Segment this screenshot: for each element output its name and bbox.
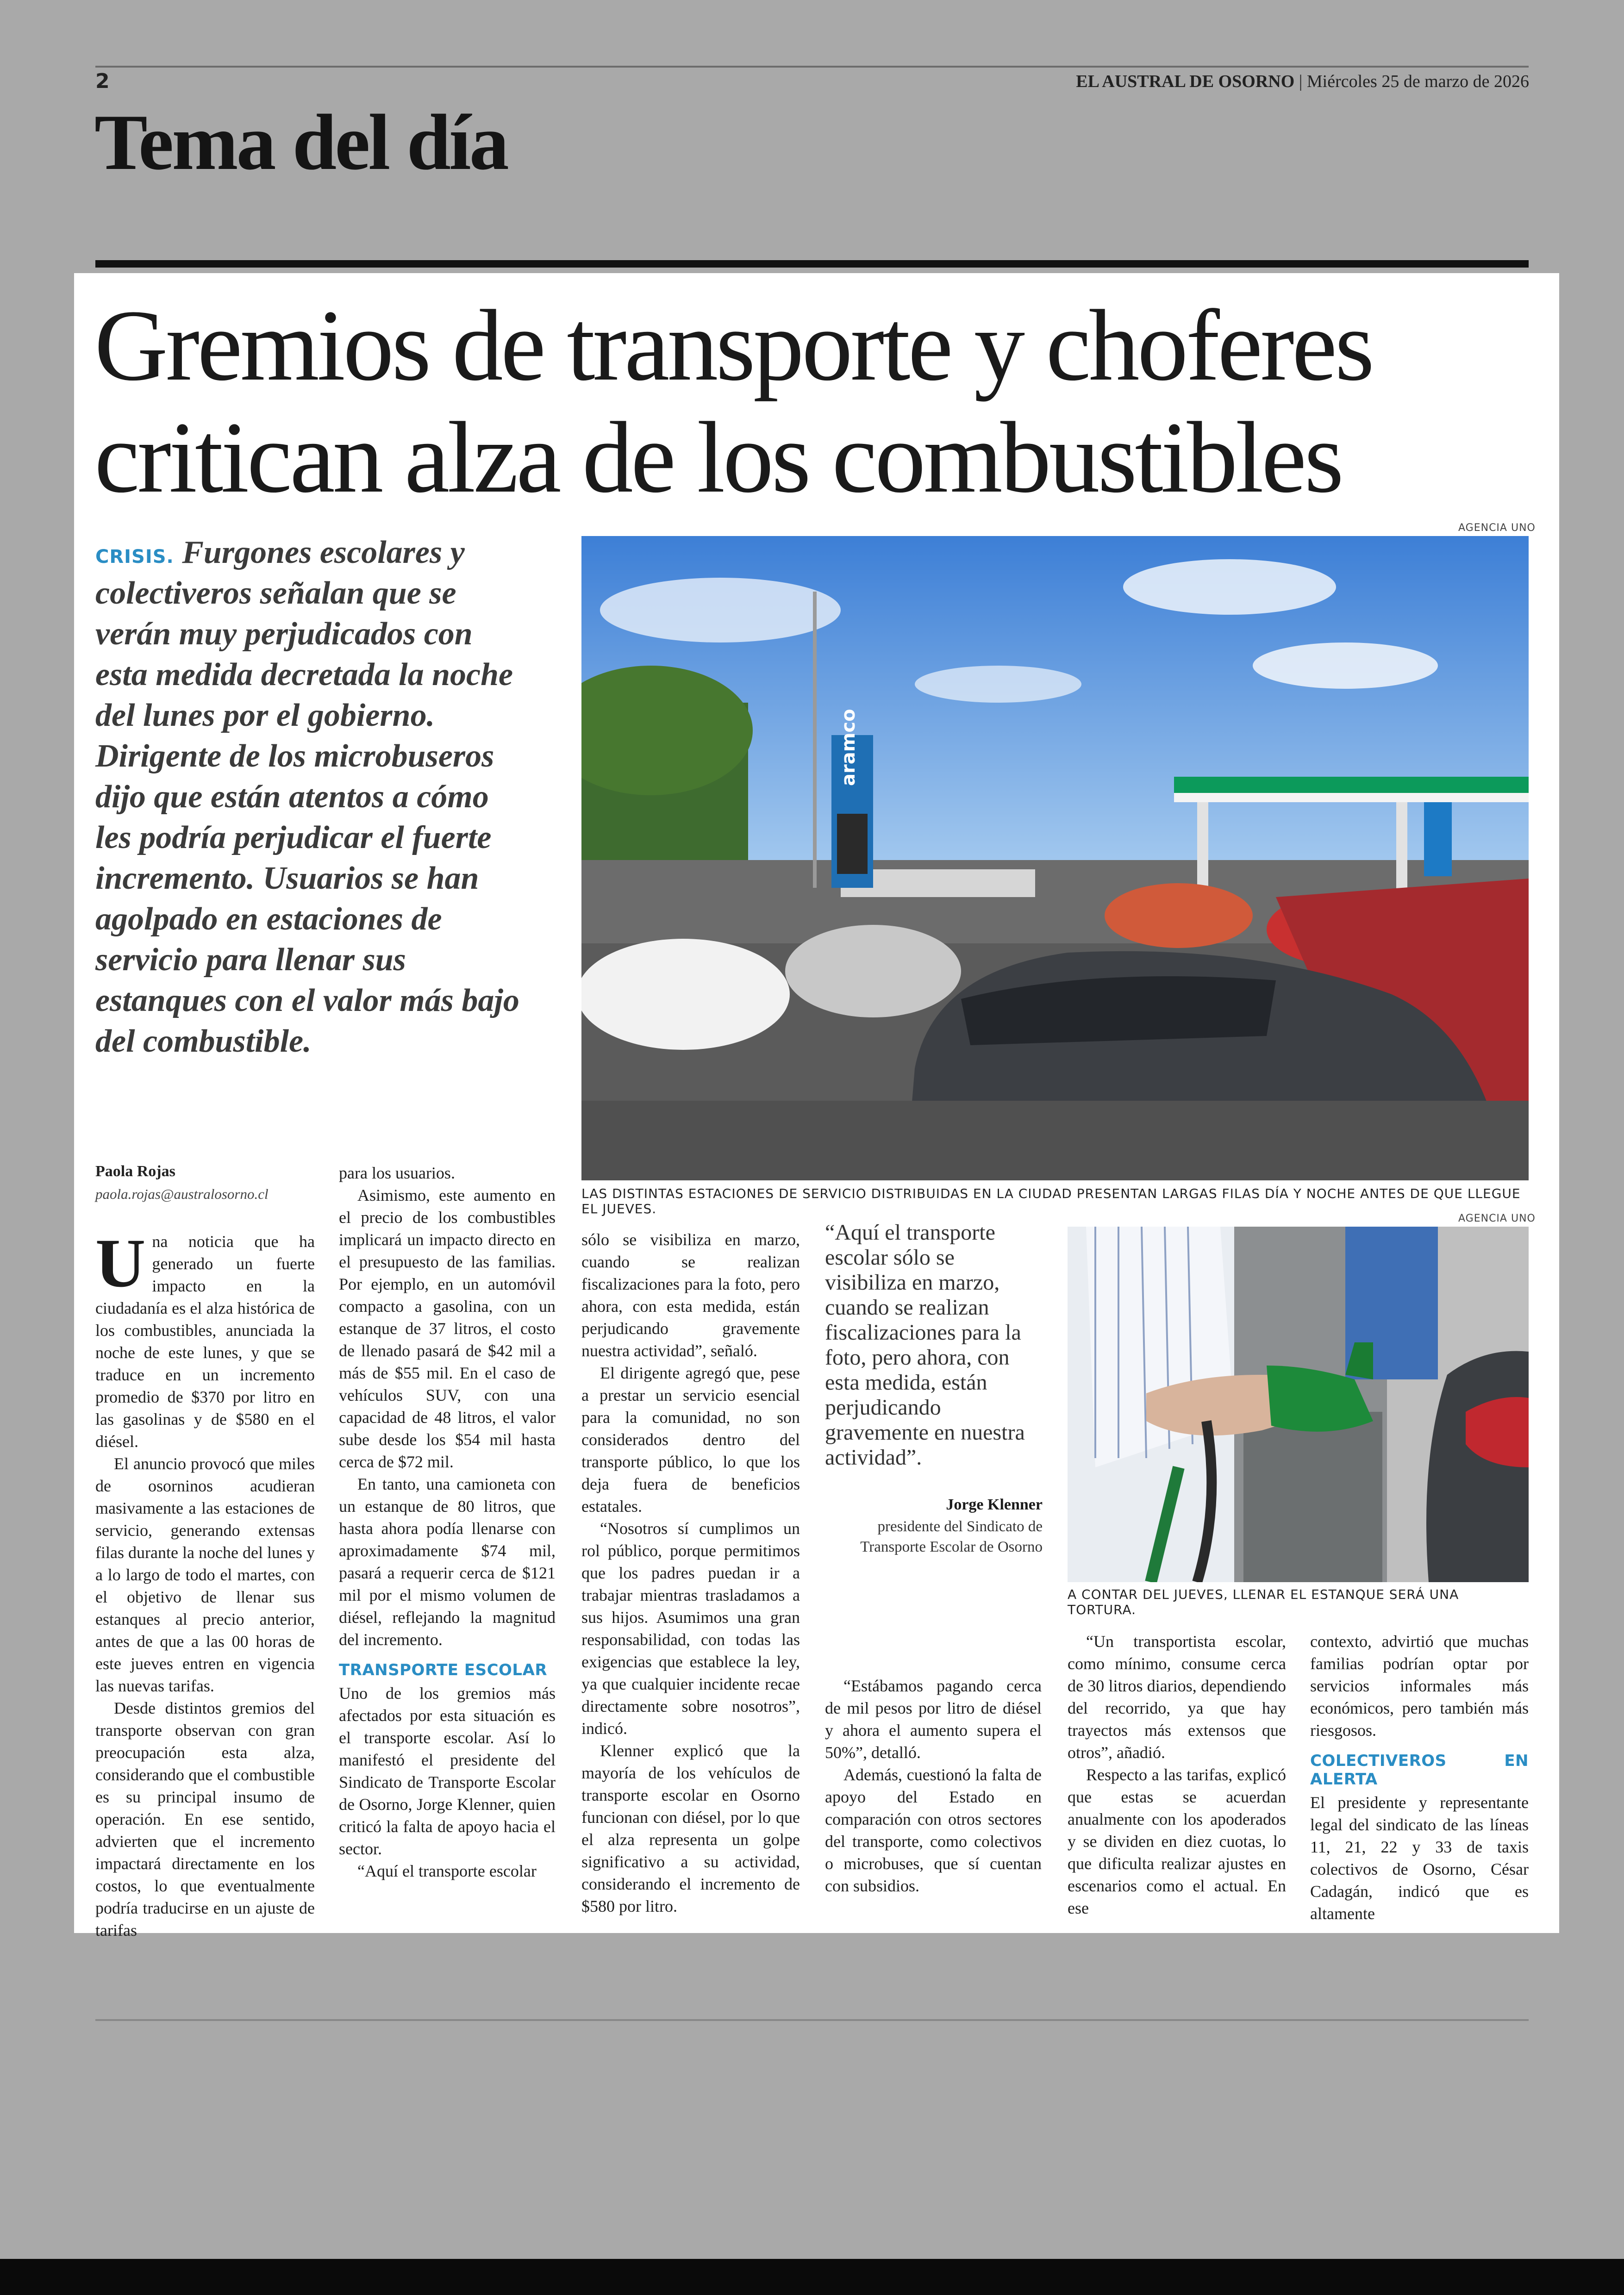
headline-line-2: critican alza de los combustibles (94, 401, 1342, 514)
lead-text: Furgones escolares y colectiveros señalan que se verán muy perjudicados con esta medida decretada la noche del lunes por el gobierno. Dirigente de los microbuseros dijo que están atentos a cómo les podría perjudicar el fuerte incremento. Usuarios se han agolpado en estaciones de servicio para llenar sus estanques con el valor más bajo del combustible. (95, 535, 519, 1059)
headline (94, 289, 1548, 513)
viewer-bottom-bar (0, 2259, 1624, 2295)
photo2-caption: A CONTAR DEL JUEVES, LLENAR EL ESTANQUE SERÁ UNA TORTURA. (1068, 1587, 1459, 1617)
section-rule (95, 260, 1529, 268)
body-column-4 (825, 1675, 1042, 1897)
paragraph: Respecto a las tarifas, explicó que estas se acuerdan anualmente con los apoderados y se dividen en diez cuotas, lo que dificulta realizar ajustes en escenarios como el actual. En ese (1068, 1765, 1286, 1917)
paragraph: sólo se visibiliza en marzo, cuando se realizan fiscalizaciones para la foto, pero ahora, con esta medida, están perjudicando gravemente nuestra actividad”, señaló. (581, 1230, 800, 1360)
subhead-colectiveros: COLECTIVEROS EN ALERTA (1310, 1752, 1529, 1789)
bottom-rule (95, 2019, 1529, 2021)
paragraph (95, 1225, 315, 1453)
paragraph: Asimismo, este aumento en el precio de los combustibles implicará un impacto directo en el presupuesto de las familias. Por ejemplo, en un automóvil compacto a gasolina, con un estanque de 37 litros, el costo de llenado pasará de $42 mil a más de $55 mil. En el caso de vehículos SUV, con una capacidad de 48 litros, el valor sube desde los $54 mil hasta cerca de $72 mil. (339, 1186, 556, 1471)
body-column-2 (339, 1162, 556, 1882)
fueling-illustration (1068, 1227, 1529, 1582)
drop-cap: U (95, 1225, 146, 1302)
paragraph: Además, cuestionó la falta de apoyo del Estado en comparación con otros sectores del transporte, como colectivos o microbuses, que sí cuentan con subsidios. (825, 1765, 1042, 1895)
photo1-credit: AGENCIA UNO (1458, 522, 1536, 534)
paragraph: Uno de los gremios más afectados por esta situación es el transporte escolar. Así lo manifestó el presidente del Sindicato de Transporte Escolar de Osorno, Jorge Klenner, quien criticó la falta de apoyo hacia el sector. (339, 1684, 556, 1858)
paragraph: “Estábamos pagando cerca de mil pesos por litro de diésel y ahora el aumento supera el 50%”, detalló. (825, 1677, 1042, 1762)
gas-station-illustration (581, 536, 1529, 1180)
paragraph-text: na noticia que ha generado un fuerte impacto en la ciudadanía es el alza histórica de los combustibles, anunciada la noche de este lunes, y que se traduce en un incremento promedio de $370 por litro en las gasolinas y de $580 en el diésel. (95, 1232, 315, 1451)
pull-quote: “Aquí el transporte escolar sólo se visibiliza en marzo, cuando se realizan fiscalizaciones para la foto, pero ahora, con esta medida, están perjudicando gravemente en nuestra actividad”. (825, 1220, 1025, 1470)
paragraph: El anuncio provocó que miles de osorninos acudieran masivamente a las estaciones de servicio, generando extensas filas durante la noche del lunes y a lo largo de todo el martes, con el objetivo de llenar sus estanques al precio anterior, antes de que a las 00 horas de este jueves entren en vigencia las nuevas tarifas. (95, 1454, 315, 1695)
newspaper-name: EL AUSTRAL DE OSORNO (1076, 72, 1295, 91)
station-sign-text: aramco (838, 709, 859, 786)
quote-author: Jorge Klenner (946, 1496, 1043, 1513)
author-name: Paola Rojas (95, 1163, 175, 1180)
subhead-transporte-escolar: TRANSPORTE ESCOLAR (339, 1661, 548, 1679)
gas-station-photo (581, 536, 1529, 1180)
body-column-5 (1068, 1630, 1286, 1919)
top-rule (95, 66, 1529, 68)
paragraph: Desde distintos gremios del transporte observan con gran preocupación esta alza, considerando que el combustible es su principal insumo de operación. En ese sentido, advierten que el incremento impactará directamente en los costos, lo que eventualmente podría traducirse en un ajuste de tarifas (95, 1699, 315, 1940)
paragraph: Klenner explicó que la mayoría de los vehículos de transporte escolar en Osorno funcionan con diésel, por lo que el alza representa un golpe significativo a su actividad, considerando el incremento de $580 por litro. (581, 1741, 800, 1915)
paragraph: “Nosotros sí cumplimos un rol público, porque permitimos que los padres puedan ir a trabajar mientras trasladamos a sus hijos. Asumimos una gran responsabilidad, con todas las exigencias que establece la ley, ya que cualquier incidente recae directamente sobre nosotros”, indicó. (581, 1519, 800, 1738)
paragraph: para los usuarios. (339, 1164, 455, 1182)
paragraph: contexto, advirtió que muchas familias podrían optar por servicios informales más económicos, pero también más riesgosos. (1310, 1632, 1529, 1740)
paragraph: El dirigente agregó que, pese a prestar un servicio esencial para la comunidad, no son considerados dentro del transporte público, lo que los deja fuera de beneficios estatales. (581, 1364, 800, 1515)
body-column-1 (95, 1225, 315, 1941)
paragraph: “Aquí el transporte escolar (357, 1862, 537, 1880)
paragraph: El presidente y representante legal del sindicato de las líneas 11, 21, 22 y 33 de taxis colectivos de Osorno, César Cadagán, indicó que es altamente (1310, 1793, 1529, 1923)
issue-date: Miércoles 25 de marzo de 2026 (1306, 72, 1529, 91)
section-title: Tema del día (94, 99, 507, 187)
page-number: 2 (95, 69, 110, 93)
lead-paragraph (95, 532, 521, 1062)
photo1-caption: LAS DISTINTAS ESTACIONES DE SERVICIO DISTRIBUIDAS EN LA CIUDAD PRESENTAN LARGAS FILAS DÍA Y NOCHE ANTES DE QUE LLEGUE EL JUEVES. (581, 1186, 1521, 1216)
body-column-3 (581, 1229, 800, 1917)
photo2-credit: AGENCIA UNO (1458, 1213, 1536, 1224)
author-email[interactable]: paola.rojas@australosorno.cl (95, 1186, 269, 1202)
quote-author-role: presidente del Sindicato de Transporte Escolar de Osorno (860, 1518, 1043, 1555)
paragraph: En tanto, una camioneta con un estanque de 80 litros, que hasta ahora podía llenarse con aproximadamente $74 mil, pasará a requerir cerca de $121 mil por el mismo volumen de diésel, reflejando la magnitud del incremento. (339, 1475, 556, 1649)
headline-line-1: Gremios de transporte y choferes (94, 289, 1373, 402)
dateline: EL AUSTRAL DE OSORNO | Miércoles 25 de marzo de 2026 (1076, 72, 1529, 91)
kicker: CRISIS. (95, 546, 174, 568)
paragraph: “Un transportista escolar, como mínimo, consume cerca de 30 litros diarios, dependiendo del recorrido, ya que hay trayectos más extensos que otros”, añadió. (1068, 1632, 1286, 1762)
body-column-6 (1310, 1630, 1529, 1925)
fueling-photo (1068, 1227, 1529, 1582)
